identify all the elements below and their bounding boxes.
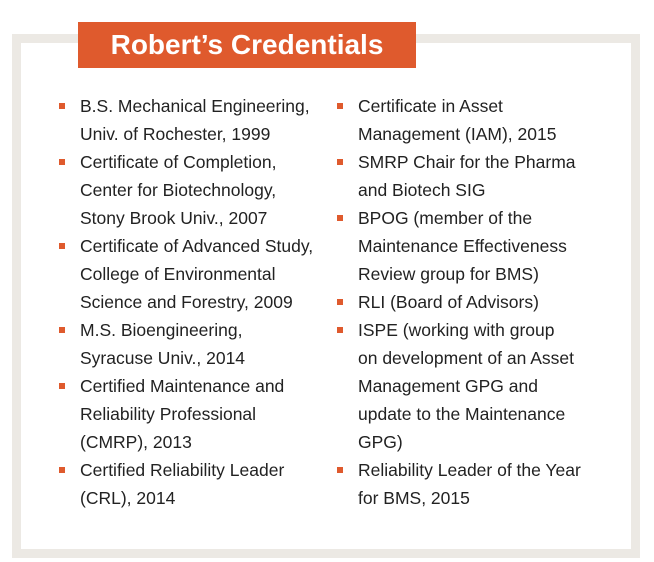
credential-text: Certificate in Asset Management (IAM), 2015: [358, 96, 557, 144]
bullet-square-icon: [59, 243, 65, 249]
credential-text: M.S. Bioengineering, Syracuse Univ., 2014: [80, 320, 246, 368]
credential-item: [58, 456, 323, 512]
bullet-square-icon: [59, 327, 65, 333]
credential-text: Certified Maintenance and Reliability Professional (CMRP), 2013: [80, 376, 285, 452]
credential-text: Certificate of Advanced Study, College of Environmental Science and Forestry, 2009: [80, 236, 314, 312]
bullet-square-icon: [337, 299, 343, 305]
credentials-left-column: [58, 92, 323, 512]
credential-text: SMRP Chair for the Pharma and Biotech SIG: [358, 152, 576, 200]
credential-text: Certificate of Completion, Center for Biotechnology, Stony Brook Univ., 2007: [80, 152, 277, 228]
credentials-title: Robert’s Credentials: [78, 22, 416, 68]
credential-item: [58, 372, 323, 456]
credential-item: [336, 316, 606, 456]
credential-text: Certified Reliability Leader (CRL), 2014: [80, 460, 285, 508]
credentials-right-column: [336, 92, 606, 512]
credential-text: ISPE (working with group on development of an Asset Management GPG and update to the Maintenance GPG): [358, 320, 574, 452]
bullet-square-icon: [59, 159, 65, 165]
credential-text: B.S. Mechanical Engineering, Univ. of Rochester, 1999: [80, 96, 310, 144]
bullet-square-icon: [337, 103, 343, 109]
bullet-square-icon: [59, 467, 65, 473]
credential-item: [58, 316, 323, 372]
credential-item: [58, 232, 323, 316]
bullet-square-icon: [59, 103, 65, 109]
credential-item: [336, 456, 606, 512]
credential-item: [58, 148, 323, 232]
credential-item: [58, 92, 323, 148]
credential-item: [336, 92, 606, 148]
bullet-square-icon: [337, 467, 343, 473]
credential-item: [336, 204, 606, 288]
credential-item: [336, 288, 606, 316]
bullet-square-icon: [337, 215, 343, 221]
credential-text: RLI (Board of Advisors): [358, 292, 539, 312]
bullet-square-icon: [337, 327, 343, 333]
bullet-square-icon: [59, 383, 65, 389]
credential-text: Reliability Leader of the Year for BMS, 2015: [358, 460, 581, 508]
credential-item: [336, 148, 606, 204]
bullet-square-icon: [337, 159, 343, 165]
credential-text: BPOG (member of the Maintenance Effectiveness Review group for BMS): [358, 208, 567, 284]
